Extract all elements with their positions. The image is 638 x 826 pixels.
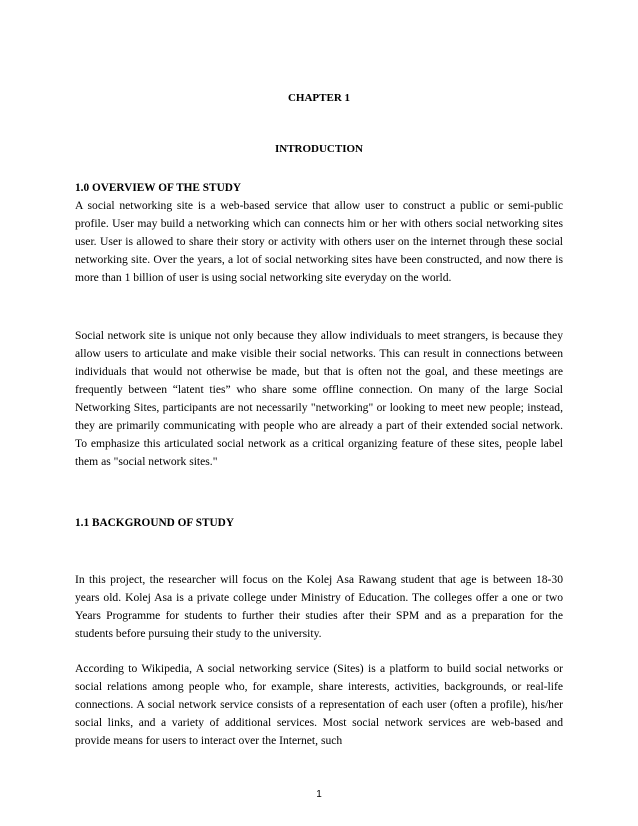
paragraph-background-1: In this project, the researcher will focus on the Kolej Asa Rawang student that age is between 18-30 years old. Kolej Asa is a private college under Ministry of Education. The colleges offer a one or two Years Programme for students to further their studies after their SPM and as a preparation for the students before pursuing their study to the university.: [75, 573, 563, 640]
page-number: 1: [316, 789, 322, 800]
paragraph-overview-1: A social networking site is a web-based service that allow user to construct a public or semi-public profile. User may build a networking which can connects him or her with others social networking sites user. User is allowed to share their story or activity with others user on the internet through these social networking site. Over the years, a lot of social networking sites have been constructed, and now there is more than 1 billion of user is using social networking site everyday on the world.: [75, 199, 563, 284]
section-heading-background: 1.1 BACKGROUND OF STUDY: [75, 517, 235, 529]
paragraph-overview-2: Social network site is unique not only because they allow individuals to meet strangers, is because they allow users to articulate and make visible their social networks. This can result in connections between individuals that would not otherwise be made, but that is often not the goal, and these meetings are frequently between “latent ties” who share some offline connection. On many of the large Social Networking Sites, participants are not necessarily "networking" or looking to meet new people; instead, they are primarily communicating with people who are already a part of their extended social network. To emphasize this articulated social network as a critical organizing feature of these sites, people label them as "social network sites.": [75, 329, 563, 468]
paragraph-background-2: According to Wikipedia, A social networking service (Sites) is a platform to build social networks or social relations among people who, for example, share interests, activities, backgrounds, or real-life connections. A social network service consists of a representation of each user (often a profile), his/her social links, and a variety of additional services. Most social network services are web-based and provide means for users to interact over the Internet, such: [75, 662, 563, 747]
chapter-title: CHAPTER 1: [287, 92, 351, 104]
chapter-subtitle: INTRODUCTION: [274, 143, 363, 155]
section-heading-overview: 1.0 OVERVIEW OF THE STUDY: [75, 182, 242, 194]
